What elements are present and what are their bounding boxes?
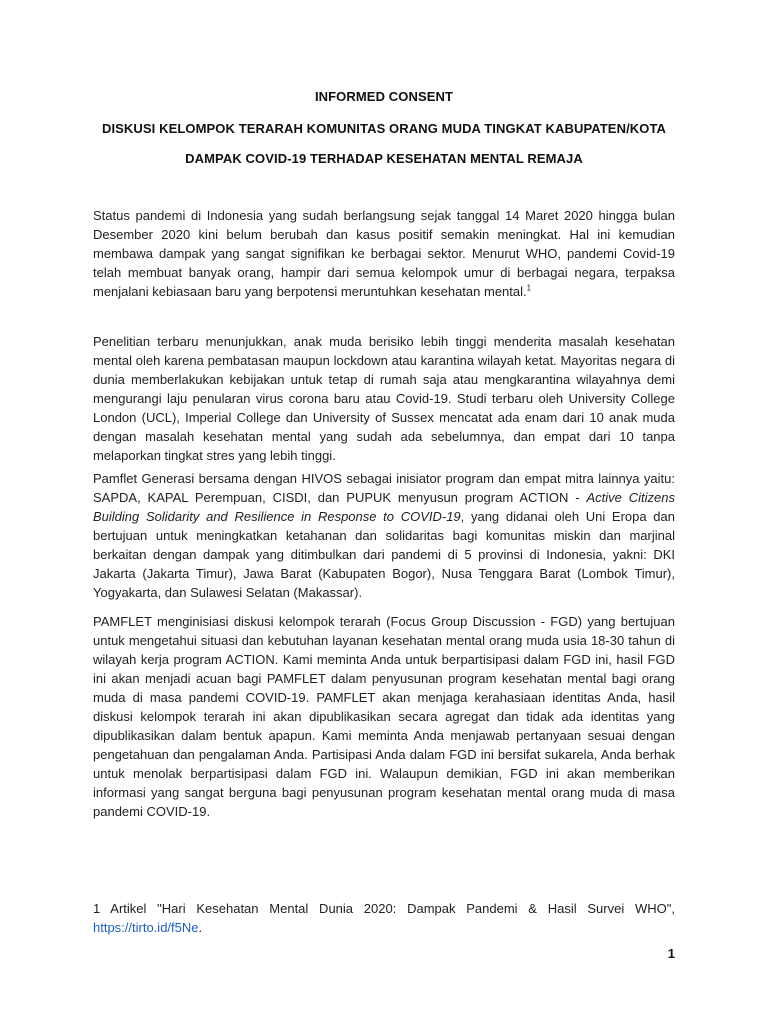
document-topic: DAMPAK COVID-19 TERHADAP KESEHATAN MENTAL REMAJA <box>185 151 583 166</box>
page-number: 1 <box>667 946 675 961</box>
paragraph-text: Status pandemi di Indonesia yang sudah berlangsung sejak tanggal 14 Maret 2020 hingga bulan Desember 2020 kini belum berubah dan kasus positif semakin meningkat. Hal ini kemudian membawa dampak yang sangat signifikan ke berbagai sektor. Menurut WHO, pandemi Covid-19 telah membuat banyak orang, hampir dari semua kelompok umur di berbagai negara, terpaksa menjalani kebiasaan baru yang berpotensi meruntuhkan kesehatan mental. <box>93 208 675 299</box>
footnote-link[interactable]: https://tirto.id/f5Ne <box>93 920 199 935</box>
footnote-text: 1 Artikel "Hari Kesehatan Mental Dunia 2020: Dampak Pandemi & Hasil Survei WHO", <box>93 901 675 916</box>
paragraph-text-start: Pamflet Generasi bersama dengan HIVOS sebagai inisiator program dan empat mitra lainnya yaitu: SAPDA, KAPAL Perempuan, CISDI, dan PUPUK menyusun program ACTION - <box>93 471 675 505</box>
program-full-name: Active Citizens Building Solidarity and Resilience in Response to COVID-19 <box>93 490 676 524</box>
paragraph-pandemic-status <box>93 206 675 301</box>
footnote <box>93 899 675 937</box>
paragraph-program <box>93 469 675 602</box>
footnote-end: . <box>198 920 203 935</box>
paragraph-research: Penelitian terbaru menunjukkan, anak muda berisiko lebih tinggi menderita masalah kesehatan mental oleh karena pembatasan maupun lockdown atau karantina wilayah ketat. Mayoritas negara di dunia memberlakukan kebijakan untuk tetap di rumah saja atau mengkarantina wilayahnya demi mengurangi laju penularan virus corona baru atau Covid-19. Studi terbaru oleh University College London (UCL), Imperial College dan University of Sussex mencatat ada enam dari 10 anak muda dengan masalah kesehatan mental yang sudah ada sebelumnya, dan empat dari 10 tanpa melaporkan tingkat stres yang lebih tinggi. <box>93 334 675 463</box>
paragraph-text-end: , yang didanai oleh Uni Eropa dan bertujuan untuk meningkatkan ketahanan dan solidaritas bagi komunitas miskin dan marjinal berkaitan dengan dampak yang ditimbulkan dari pandemi di 5 provinsi di Indonesia, yakni: DKI Jakarta (Jakarta Timur), Jawa Barat (Kabupaten Bogor), Nusa Tenggara Barat (Lombok Timur), Yogyakarta, dan Sulawesi Selatan (Makassar). <box>93 509 675 600</box>
document-subtitle: DISKUSI KELOMPOK TERARAH KOMUNITAS ORANG MUDA TINGKAT KABUPATEN/KOTA <box>101 121 667 136</box>
document-title: INFORMED CONSENT <box>314 89 454 104</box>
paragraph-fgd: PAMFLET menginisiasi diskusi kelompok terarah (Focus Group Discussion - FGD) yang bertujuan untuk mengetahui situasi dan kebutuhan layanan kesehatan mental orang muda usia 18-30 tahun di wilayah kerja program ACTION. Kami meminta Anda untuk berpartisipasi dalam FGD ini, hasil FGD ini akan menjadi acuan bagi PAMFLET dalam penyusunan program kesehatan mental bagi orang muda di masa pandemi COVID-19. PAMFLET akan menjaga kerahasiaan identitas Anda, hasil diskusi kelompok terarah ini akan dipublikasikan secara agregat dan tidak ada identitas yang dipublikasikan dalam bentuk apapun. Kami meminta Anda menjawab pertanyaan sesuai dengan pengetahuan dan pengalaman Anda. Partisipasi Anda dalam FGD ini bersifat sukarela, Anda berhak untuk menolak berpartisipasi dalam FGD ini. Walaupun demikian, FGD ini akan memberikan informasi yang sangat berguna bagi penyusunan program kesehatan mental orang muda di masa pandemi COVID-19. <box>93 614 675 819</box>
footnote-ref: 1 <box>526 283 532 293</box>
